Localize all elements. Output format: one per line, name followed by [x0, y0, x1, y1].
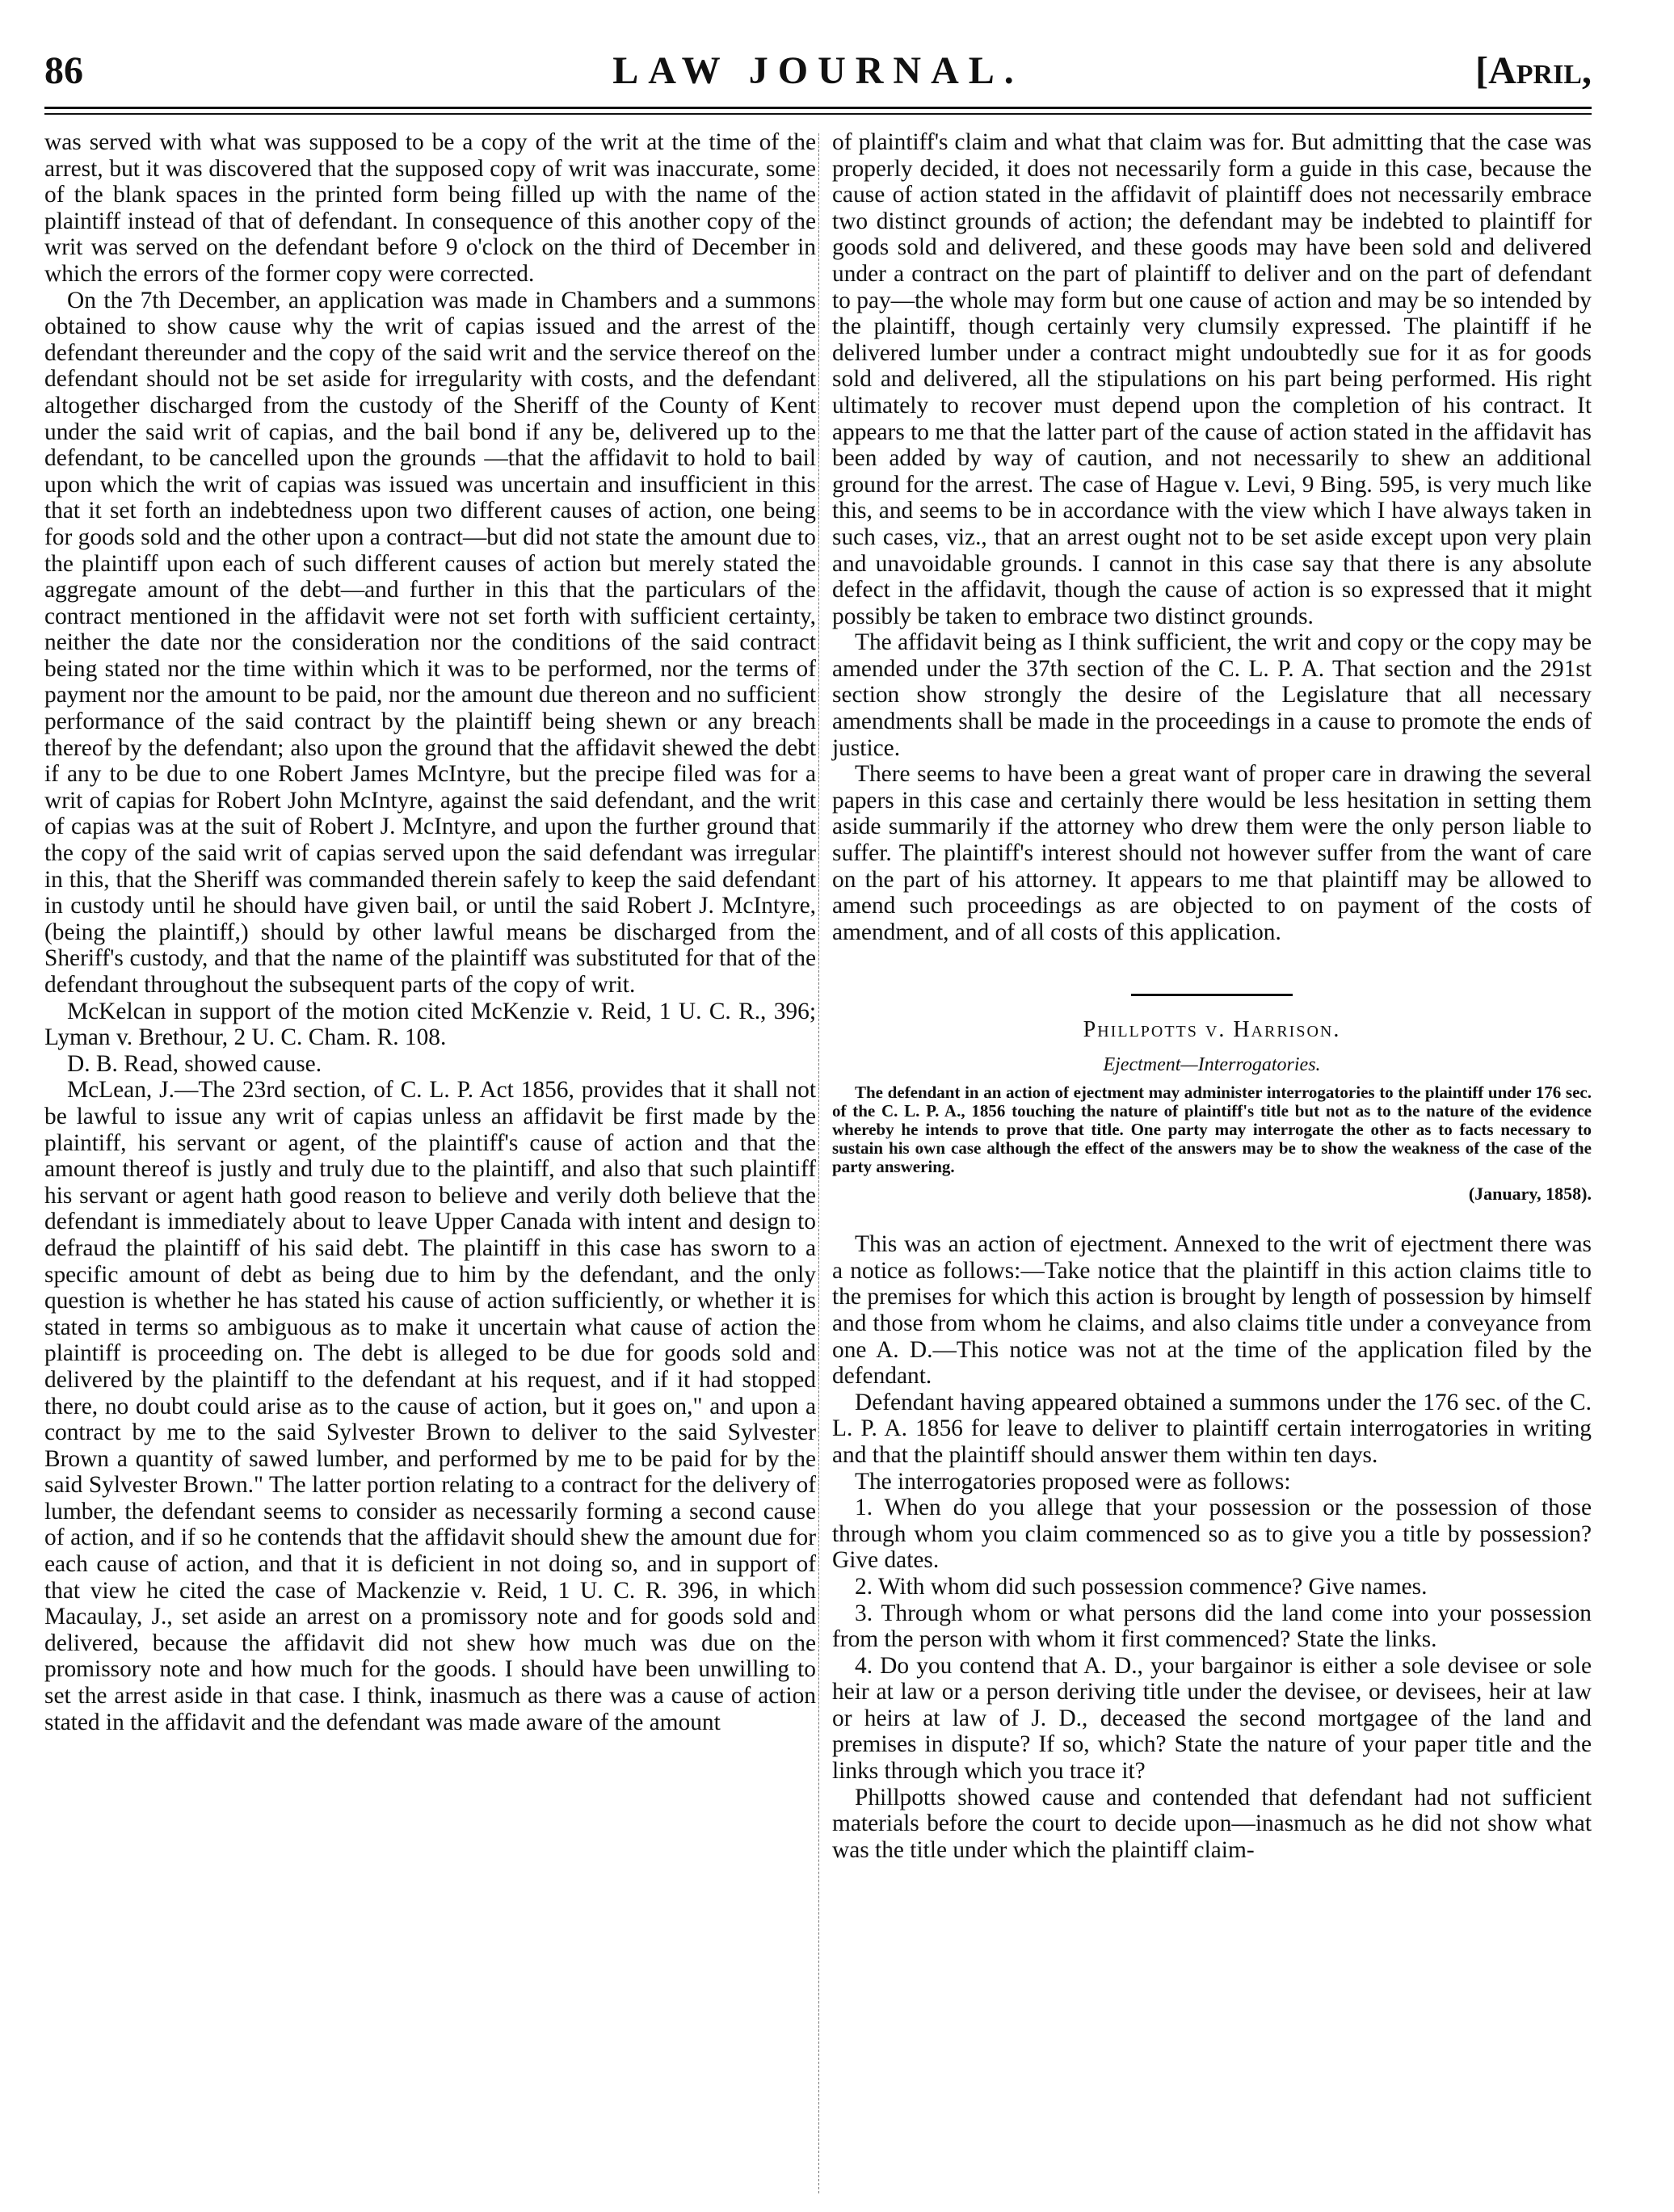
case-headnote: The defendant in an action of ejectment may administer interrogatories to the plaintiff under 176 sec. of the C. L. P. A., 1856 touching the nature of plaintiff's title but not as to the nature of the evidence whereby he intends to prove that title. One party may interrogate the other as to facts necessary to sustain his own case although the effect of the answers may be to show the weakness of the case of the party answering. — [832, 1082, 1592, 1176]
paragraph: On the 7th December, an application was made in Chambers and a summons obtained to show cause why the writ of capias issued and the arrest of the defendant thereunder and the copy of the said writ and the service thereof on the defendant should not be set aside for irregularity with costs, and the defendant altogether discharged from the custody of the Sheriff of the County of Kent under the said writ of capias, and the bail bond if any be, delivered up to the defendant, to be cancelled upon the grounds —that the affidavit to hold to bail upon which the writ of capias was issued was uncertain and insufficient in this that it set forth an indebtedness upon two different causes of action, one being for goods sold and the other upon a contract—but did not state the amount due to the plaintiff upon each of such different causes of action but merely stated the aggregate amount of the debt—and further in this that the particulars of the contract mentioned in the affidavit were not set forth with sufficient certainty, neither the date nor the consideration nor the conditions of the said contract being stated nor the time within which it was to be performed, nor the terms of payment nor the amount to be paid, nor the amount due thereon and no sufficient performance of the said contract by the plaintiff being shewn or any breach thereof by the defendant; also upon the ground that the affidavit shewed the debt if any to be due to one Robert James McIntyre, but the precipe filed was for a writ of capias for Robert John McIntyre, against the said defendant, and the writ of capias was at the suit of Robert J. McIntyre, and upon the further ground that the copy of the said writ of capias served upon the said defendant was irregular in this, that the Sheriff was commanded therein safely to keep the said defendant in custody until he should have given bail, or until the said Robert J. McIntyre, (being the plaintiff,) should by other lawful means be discharged from the Sheriff's custody, and that the name of the plaintiff was substituted for that of the defendant throughout the subsequent parts of the copy of writ. — [44, 287, 816, 998]
paragraph: 3. Through whom or what persons did the land come into your possession from the person with whom it first commenced? State the links. — [832, 1600, 1592, 1653]
case-subtitle: Ejectment—Interrogatories. — [1103, 1054, 1321, 1075]
right-column — [832, 129, 1592, 1863]
header-month: [April, — [1475, 49, 1592, 92]
paragraph: The interrogatories proposed were as follows: — [855, 1468, 1291, 1495]
page-number: 86 — [44, 49, 83, 92]
header-rule-thick — [44, 107, 1592, 109]
paragraph: 4. Do you contend that A. D., your bargainor is either a sole devisee or sole heir at law or a person deriving title under the devisee, or devisees, heir at law or heirs at law of J. D., deceased the second mortgagee of the land and premises in dispute? If so, which? State the nature of your paper title and the links through which you trace it? — [832, 1652, 1592, 1785]
paragraph: 2. With whom did such possession commence? Give names. — [855, 1573, 1428, 1600]
running-header — [44, 48, 1592, 97]
case-title: Phillpotts v. Harrison. — [1083, 1017, 1341, 1043]
paragraph: was served with what was supposed to be a copy of the writ at the time of the arrest, but it was discovered that the supposed copy of writ was inaccurate, some of the blank spaces in the printed form being filled up with the name of the plaintiff instead of that of defendant. In consequence of this another copy of the writ was served on the defendant before 9 o'clock on the third of December in which the errors of the former copy were corrected. — [44, 129, 816, 287]
case-separator-rule — [1131, 994, 1293, 996]
header-rule-thin — [44, 113, 1592, 115]
paragraph: Defendant having appeared obtained a summons under the 176 sec. of the C. L. P. A. 1856 for leave to deliver to plaintiff certain interrogatories in writing and that the plaintiff should answer them within ten days. — [832, 1389, 1592, 1468]
paragraph: D. B. Read, showed cause. — [67, 1050, 322, 1077]
paragraph: This was an action of ejectment. Annexed to the writ of ejectment there was a notice as follows:—Take notice that the plaintiff in this action claims title to the premises for which this action is brought by length of possession by himself and those from whom he claims, and also claims title under a conveyance from one A. D.—This notice was not at the time of the application filed by the defendant. — [832, 1231, 1592, 1390]
paragraph: of plaintiff's claim and what that claim was for. But admitting that the case was properly decided, it does not necessarily form a guide in this case, because the cause of action stated in the affidavit of plaintiff does not necessarily embrace two distinct grounds of action; the defendant may be indebted to plaintiff for goods sold and delivered, and these goods may have been sold and delivered under a contract on the part of plaintiff to deliver and on the part of defendant to pay—the whole may form but one cause of action and may be so intended by the plaintiff, though certainly very clumsily expressed. The plaintiff if he delivered lumber under a contract might undoubtedly sue for it as for goods sold and delivered, all the stipulations on his part being performed. His right ultimately to recover must depend upon the completion of his contract. It appears to me that the latter part of the cause of action stated in the affidavit has been added by way of caution, and not necessarily to shew an additional ground for the arrest. The case of Hague v. Levi, 9 Bing. 595, is very much like this, and seems to be in accordance with the view which I have always taken in such cases, viz., that an arrest ought not to be set aside except upon very plain and unavoidable grounds. I cannot in this case say that there is any absolute defect in the affidavit, though the cause of action is so expressed that it might possibly be taken to embrace two distinct grounds. — [832, 129, 1592, 629]
paragraph: McKelcan in support of the motion cited McKenzie v. Reid, 1 U. C. R., 396; Lyman v. Brethour, 2 U. C. Cham. R. 108. — [44, 998, 816, 1051]
paragraph: The affidavit being as I think sufficient, the writ and copy or the copy may be amended under the 37th section of the C. L. P. A. That section and the 291st section show strongly the desire of the Legislature that all necessary amendments shall be made in the proceedings in a cause to promote the ends of justice. — [832, 629, 1592, 761]
paragraph: 1. When do you allege that your possession or the possession of those through whom you claim commenced so as to give you a title by possession? Give dates. — [832, 1495, 1592, 1574]
paragraph: There seems to have been a great want of proper care in drawing the several papers in this case and certainly there would be less hesitation in setting them aside summarily if the attorney who drew them were the only person liable to suffer. The plaintiff's interest should not however suffer from the want of care on the part of his attorney. It appears to me that plaintiff may be allowed to amend such proceedings as are objected to on payment of the costs of amendment, and of all costs of this application. — [832, 761, 1592, 945]
column-divider — [818, 133, 819, 2193]
paragraph: Phillpotts showed cause and contended that defendant had not sufficient materials before the court to decide upon—inasmuch as he did not show what was the title under which the plaintiff claim- — [832, 1784, 1592, 1863]
paragraph: McLean, J.—The 23rd section, of C. L. P. Act 1856, provides that it shall not be lawful to issue any writ of capias unless an affidavit be first made by the plaintiff, his servant or agent, of the plaintiff's cause of action and that the amount thereof is justly and truly due to the plaintiff, and also that such plaintiff his servant or agent hath good reason to believe and verily doth believe that the defendant is immediately about to leave Upper Canada with intent and design to defraud the plaintiff of his said debt. The plaintiff in this case has sworn to a specific amount of debt as being due to him by the defendant, and the only question is whether he has stated his cause of action sufficiently, or whether it is stated in terms so ambiguous as to make it uncertain what cause of action the plaintiff is proceeding on. The debt is alleged to be due for goods sold and delivered by the plaintiff to the defendant at his request, and if it had stopped there, no doubt could arise as to the cause of action, but it goes on," and upon a contract by me to the said Sylvester Brown to deliver to the said Sylvester Brown a quantity of sawed lumber, and performed by me to be paid for by the said Sylvester Brown." The latter portion relating to a contract for the delivery of lumber, the defendant seems to consider as necessarily forming a second cause of action, and if so he contends that the affidavit should shew the amount due for each cause of action, and that it is deficient in not doing so, and in support of that view he cited the case of Mackenzie v. Reid, 1 U. C. R. 396, in which Macaulay, J., set aside an arrest on a promissory note and for goods sold and delivered, because the affidavit did not shew how much was due on the promissory note and how much for the goods. I should have been unwilling to set the arrest aside in that case. I think, inasmuch as there was a cause of action stated in the affidavit and the defendant was made aware of the amount — [44, 1077, 816, 1735]
case-date: (January, 1858). — [1468, 1183, 1592, 1204]
journal-title: LAW JOURNAL. — [612, 49, 1024, 92]
left-column — [44, 129, 816, 1735]
